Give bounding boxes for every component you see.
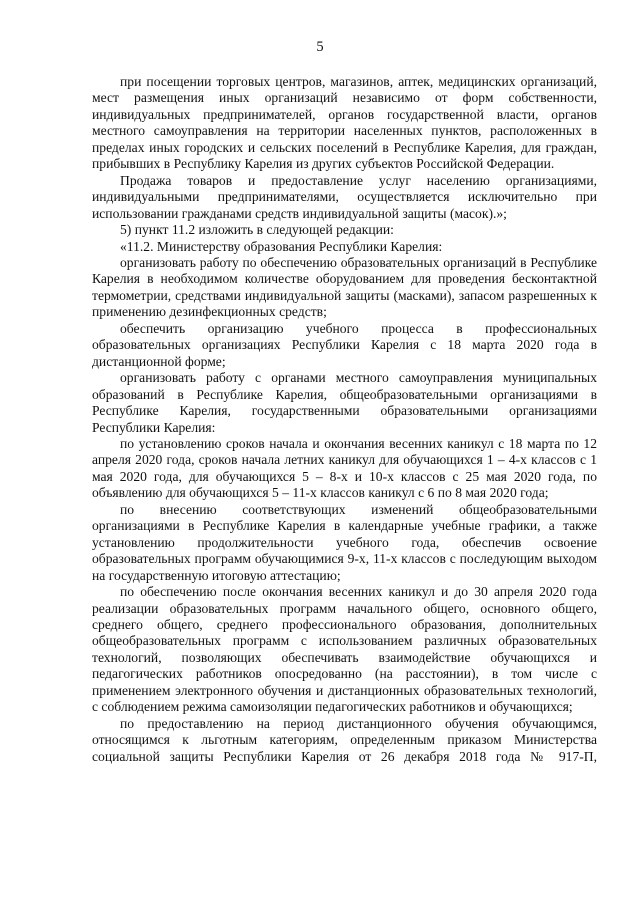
paragraph: организовать работу по обеспечению образовательных организаций в Республике Карелия в необходимом количестве оборудованием для проведения бесконтактной термометрии, средствами индивидуальной защиты (масками), запасом разрешенных к применению дезинфекционных средств;: [92, 254, 597, 320]
paragraph: по внесению соответствующих изменений общеобразовательными организациями в Республике Карелия в календарные учебные графики, а также установлению продолжительности учебного года, обеспечив освоение образовательных программ обучающимися 9-х, 11-х классов с последующим выходом на государственную итоговую аттестацию;: [92, 501, 597, 583]
paragraph: при посещении торговых центров, магазинов, аптек, медицинских организаций, мест размещения иных организаций независимо от форм собственности, индивидуальных предпринимателей, органов государственной власти, органов местного самоуправления на территории населенных пунктов, расположенных в пределах иных городских и сельских поселений в Республике Карелия, для граждан, прибывших в Республику Карелия из других субъектов Российской Федерации.: [92, 74, 597, 172]
paragraph: по предоставлению на период дистанционного обучения обучающимся, относящимся к льготным категориям, определенным приказом Министерства социальной защиты Республики Карелия от 26 декабря 2018 года № 917-П,: [92, 715, 597, 764]
paragraph: «11.2. Министерству образования Республики Карелия:: [120, 238, 443, 254]
page-number: 5: [316, 39, 324, 55]
paragraph: по установлению сроков начала и окончания весенних каникул с 18 марта по 12 апреля 2020 года, сроков начала летних каникул для обучающихся 1 – 4-х классов с 1 мая 2020 года, для обучающихся 5 – 8-х и 10-х классов с 25 мая 2020 года, по объявлению для обучающихся 5 – 11-х классов каникул с 6 по 8 мая 2020 года;: [92, 435, 597, 501]
paragraph: 5) пункт 11.2 изложить в следующей редакции:: [120, 222, 394, 238]
paragraph: организовать работу с органами местного самоуправления муниципальных образований в Республике Карелия, общеобразовательными организациями в Республике Карелия, государственными образовательными организациями Республики Карелия:: [92, 370, 597, 435]
document-body: [92, 74, 597, 765]
paragraph: обеспечить организацию учебного процесса в профессиональных образовательных организациях Республики Карелия с 18 марта 2020 года в дистанционной форме;: [92, 320, 597, 369]
paragraph: Продажа товаров и предоставление услуг населению организациями, индивидуальными предпринимателями, осуществляется исключительно при использовании гражданами средств индивидуальной защиты (масок).»;: [92, 172, 597, 221]
paragraph: по обеспечению после окончания весенних каникул и до 30 апреля 2020 года реализации образовательных программ начального общего, основного общего, среднего общего, среднего профессионального образования, дополнительных общеобразовательных программ с использованием различных образовательных технологий, позволяющих обеспечивать взаимодействие обучающихся и педагогических работников опосредованно (на расстоянии), в том числе с применением электронного обучения и дистанционных образовательных технологий, с соблюдением режима самоизоляции педагогических работников и обучающихся;: [92, 584, 597, 715]
